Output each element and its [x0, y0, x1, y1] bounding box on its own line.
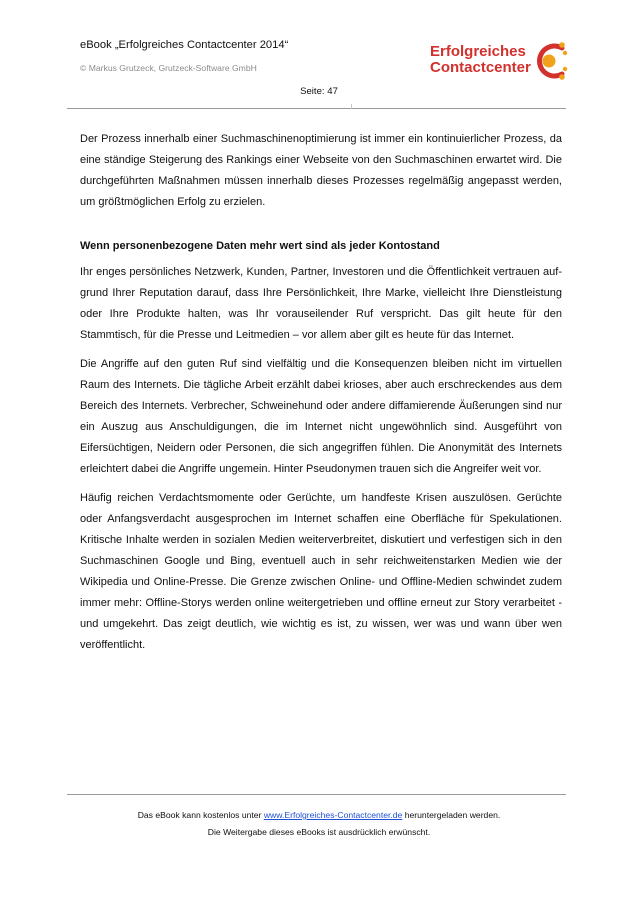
body-paragraph-2: Die Angriffe auf den guten Ruf sind vielfältig und die Konsequenzen bleiben nicht im virtuellen Raum des Internets. Die tägliche Arbeit erzählt dabei krioses, aber auch erschreckendes aus dem Bereich des Internets. Verbrecher, Schweinehund oder andere diffamierende Äußerungen sind nur ein Auszug aus Anschuldigungen, die im Internet nicht ungewöhnlich sind. Ausgeführt von Eifersüchtigen, Neidern oder Personen, die sich angegriffen fühlen. Die Anonymität des Internets erleichtert dabei die Angriffe ungemein. Hinter Pseudonymen trauen sich die Angreifer weit vor.: [80, 358, 562, 475]
page-body: [80, 129, 562, 664]
footer-divider: [67, 794, 566, 795]
header-divider-tick: [351, 104, 352, 109]
logo-wordmark-line2: Contactcenter: [430, 59, 531, 76]
footer-sharing-note: Die Weitergabe dieses eBooks ist ausdrücklich erwünscht.: [207, 827, 431, 837]
header-divider: [67, 108, 566, 109]
website-link[interactable]: www.Erfolgreiches-Contactcenter.de: [263, 810, 403, 820]
copyright-notice: © Markus Grutzeck, Grutzeck-Software GmbH: [80, 63, 257, 73]
footer-text-before: Das eBook kann kostenlos unter: [137, 810, 264, 820]
page-number: Seite: 47: [300, 86, 338, 97]
intro-paragraph: Der Prozess innerhalb einer Suchmaschinenoptimierung ist immer ein kontinuierlicher Prozess, da eine ständige Steigerung des Rankings einer Webseite von den Suchmaschinen erwartet wird. Die durchgeführten Maßnahmen müssen innerhalb dieses Prozesses regelmäßig angepasst werden, um größtmöglichen Erfolg zu erzielen.: [80, 133, 562, 208]
footer-download-note: [0, 810, 638, 820]
document-title: eBook „Erfolgreiches Contactcenter 2014“: [80, 39, 289, 51]
body-paragraph-3: Häufig reichen Verdachtsmomente oder Gerüchte, um handfeste Krisen auszulösen. Gerüchte oder Anfangsverdacht ausgesprochen im Internet schaffen eine Oberfläche für Spekulationen. Kritische Inhalte werden in sozialen Medien weiterverbreitet, diskutiert und verfestigen sich in den Suchmaschinen Google und Bing, eventuell auch in sehr reichweitenstarken Medien wie der Wikipedia und Online-Presse. Die Grenze zwischen Online- und Offline-Medien schwindet zudem immer mehr: Offline-Storys werden online weitergetrieben und offline erneut zur Story verarbeitet - und umgekehrt. Das zeigt deutlich, wie wichtig es ist, zu wissen, wer was und wann über wen veröffentlicht.: [80, 492, 562, 651]
section-heading: Wenn personenbezogene Daten mehr wert sind als jeder Kontostand: [80, 240, 440, 252]
erfolgreiches-contactcenter-logo: [428, 36, 568, 86]
footer-text-after: heruntergeladen werden.: [402, 810, 501, 820]
logo-wordmark-line1: Erfolgreiches: [430, 43, 526, 60]
logo-emblem-icon: [540, 42, 568, 80]
body-paragraph-1: Ihr enges persönliches Netzwerk, Kunden, Partner, Investoren und die Öffentlichkeit vertrauen aufgrund Ihrer Reputation darauf, dass Ihre Persönlichkeit, Ihre Marke, vielleicht Ihre Dienstleistung oder Ihre Produkte halten, was Ihr vorauseilender Ruf verspricht. Das gilt heute für den Stammtisch, für die Presse und Leitmedien – vor allem aber gilt es heute für das Internet.: [80, 266, 562, 341]
